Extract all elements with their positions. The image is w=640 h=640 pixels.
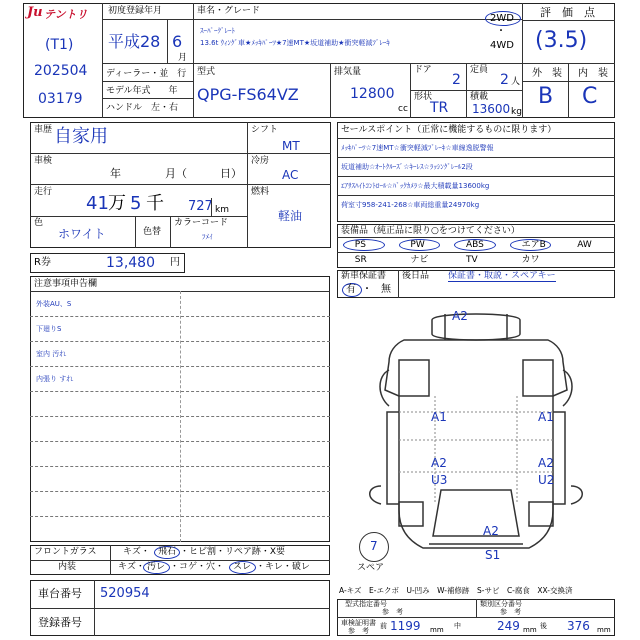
spare-value: 7 bbox=[370, 539, 378, 553]
windshield-circled: 飛石 bbox=[158, 547, 177, 557]
model-designation-label: 型式指定番号 bbox=[345, 600, 387, 608]
note-line: 内張り すれ bbox=[36, 375, 74, 383]
category-ref: 参 考 bbox=[500, 608, 521, 616]
axle-rear-label: 後 bbox=[540, 622, 547, 630]
ac-value: AC bbox=[282, 168, 299, 182]
recycle-label: R券 bbox=[34, 257, 51, 268]
usage-label: 車歴 bbox=[34, 125, 53, 135]
interior-t1: キズ・ bbox=[118, 562, 145, 572]
car-name-line1: ｽｰﾊﾟｰｸﾞﾚｰﾄ bbox=[200, 27, 235, 35]
km-unit: km bbox=[215, 205, 229, 215]
type-label: 型式 bbox=[197, 67, 216, 77]
axle-front-value: 1199 bbox=[390, 619, 421, 633]
axle-rear-value: 376 bbox=[567, 619, 590, 633]
notes-title: 注意事項申告欄 bbox=[34, 279, 98, 289]
damage-label-right-side: A1 bbox=[538, 410, 554, 424]
recycle-value: 13,480 bbox=[106, 255, 155, 271]
damage-label-right-door-2: U2 bbox=[538, 473, 555, 487]
capacity-label: 定員 bbox=[470, 65, 489, 75]
score-label: 評 価 点 bbox=[540, 6, 595, 19]
interior-label: 内 装 bbox=[578, 68, 608, 79]
car-name-label: 車名・グレード bbox=[197, 6, 261, 16]
displacement-label: 排気量 bbox=[334, 67, 362, 77]
shaken-label: 車検 bbox=[34, 156, 53, 166]
drive-4wd: 4WD bbox=[490, 40, 514, 51]
mileage-man-unit: 万 bbox=[108, 193, 126, 214]
dealer-label: ディーラー・並 行 bbox=[106, 69, 187, 79]
axle-front-label: 前 bbox=[380, 622, 387, 630]
load-value: 13600 bbox=[472, 102, 511, 116]
logo-text: テントリ bbox=[44, 8, 88, 21]
mileage-sen: 5 bbox=[130, 193, 142, 214]
equipment-item: SR bbox=[354, 255, 367, 265]
category-label: 類別区分番号 bbox=[480, 600, 522, 608]
damage-label-left-side: A1 bbox=[431, 410, 447, 424]
windshield-pre: キズ・ bbox=[123, 547, 150, 557]
drive-2wd: 2WD bbox=[490, 13, 514, 24]
after-label: 後日品 bbox=[402, 271, 430, 281]
ac-label: 冷房 bbox=[251, 156, 270, 166]
interior-cond-label: 内装 bbox=[58, 562, 77, 572]
interior-grade: C bbox=[582, 84, 598, 109]
interior-c1: 汚レ bbox=[147, 562, 166, 572]
note-line: 下廻りS bbox=[36, 325, 62, 333]
axle-mid-unit: mm bbox=[523, 626, 537, 634]
mileage-label: 走行 bbox=[34, 187, 53, 197]
damage-label-front-2: S1 bbox=[485, 548, 501, 562]
interior-t2: ・コゲ・穴・ bbox=[170, 562, 225, 572]
equipment-item: ABS bbox=[466, 240, 484, 250]
logo-mark: Ju bbox=[27, 5, 43, 20]
equipment-item: エアB bbox=[521, 240, 546, 250]
score-value: (3.5) bbox=[535, 28, 588, 53]
warranty-yes: 有 bbox=[346, 284, 356, 295]
door-value: 2 bbox=[452, 72, 461, 88]
axle-mid-label: 中 bbox=[454, 622, 461, 630]
damage-label-right-door-1: A2 bbox=[538, 456, 554, 470]
damage-label-left-door-2: U3 bbox=[431, 473, 448, 487]
sales-points-title: セールスポイント（正常に機能するものに限ります） bbox=[341, 125, 557, 135]
usage-value: 自家用 bbox=[54, 126, 108, 147]
first-reg-label: 初度登録年月 bbox=[108, 6, 163, 16]
drive-dot: ・ bbox=[496, 26, 506, 37]
mileage-sen-unit: 千 bbox=[146, 193, 164, 214]
first-reg-month: 6 bbox=[172, 32, 183, 51]
load-label: 積載 bbox=[470, 92, 489, 102]
after-value: 保証書・取説・スペアキー bbox=[448, 271, 556, 281]
car-name-line2: 13.6t ｳｨﾝｸﾞ車★ﾒｯｷﾊﾟｰﾂ★7速MT★坂道補助★衝突軽減ﾌﾞﾚｰｷ bbox=[200, 39, 390, 47]
color-label: 色 bbox=[34, 218, 44, 228]
interior-c2: スレ bbox=[233, 562, 252, 572]
mileage-rest: 727 bbox=[188, 199, 213, 214]
equipment-title: 装備品（純正品に限り○をつけてください） bbox=[341, 226, 520, 236]
registration-label: 登録番号 bbox=[38, 616, 82, 629]
sales-point-line: ｴｱｻｽﾊｲﾄｺﾝﾄﾛｰﾙ☆ﾊﾞｯｸｶﾒﾗ☆最大積載量13600kg bbox=[341, 182, 490, 190]
axle-rear-unit: mm bbox=[597, 626, 611, 634]
sales-point-line: 荷室寸958-241-268☆車両総重量24970kg bbox=[341, 201, 480, 209]
note-line: 室内 汚れ bbox=[36, 350, 67, 358]
door-label: ドア bbox=[414, 65, 432, 75]
shaken-value: 年 月（ 日） bbox=[110, 167, 242, 180]
lot-number: 03179 bbox=[38, 91, 83, 107]
spare-label: スペア bbox=[357, 563, 385, 573]
note-line: 外装AU、S bbox=[36, 300, 72, 308]
color-value: ホワイト bbox=[58, 227, 106, 241]
axle-front-unit: mm bbox=[430, 626, 444, 634]
equipment-item: TV bbox=[466, 255, 478, 265]
type-value: QPG-FS64VZ bbox=[197, 85, 299, 104]
equipment-item: ナビ bbox=[410, 255, 429, 265]
chassis-label: 車台番号 bbox=[38, 587, 82, 600]
color-change-label: 色替 bbox=[143, 227, 162, 237]
color-code-value: ﾌﾒｲ bbox=[202, 233, 213, 241]
cert-label: 車検証明書 bbox=[341, 619, 376, 627]
damage-label-roof: A2 bbox=[452, 309, 468, 323]
sales-point-line: 坂道補助☆ｵｰﾄｸﾙｰｽﾞ☆ｷｰﾚｽ☆ﾗｯｼﾝｸﾞﾚｰﾙ2段 bbox=[341, 163, 473, 171]
model-year-label: モデル年式 年 bbox=[106, 86, 178, 96]
first-reg-month-unit: 月 bbox=[178, 53, 188, 63]
lot-date: 202504 bbox=[34, 63, 88, 79]
cert-ref: 参 考 bbox=[348, 627, 369, 635]
handle-label: ハンドル 左・右 bbox=[106, 103, 179, 113]
recycle-unit: 円 bbox=[170, 257, 180, 268]
juten-logo bbox=[27, 5, 103, 20]
warranty-label: 新車保証書 bbox=[341, 271, 387, 281]
equipment-item: カワ bbox=[521, 255, 540, 265]
equipment-item: PW bbox=[410, 240, 425, 250]
chassis-value: 520954 bbox=[100, 586, 150, 601]
model-designation-ref: 参 考 bbox=[382, 608, 403, 616]
sales-point-line: ﾒｯｷﾊﾟｰﾂ☆7速MT☆衝突軽減ﾌﾞﾚｰｷ☆車線逸脱警報 bbox=[341, 144, 494, 152]
exterior-grade: B bbox=[538, 84, 554, 109]
truck-diagram bbox=[337, 300, 615, 582]
shape-label: 形状 bbox=[414, 92, 433, 102]
fuel-value: 軽油 bbox=[278, 209, 303, 223]
color-code-label: カラーコード bbox=[174, 218, 229, 228]
cc-unit: cc bbox=[398, 104, 408, 114]
lot-prefix: (T1) bbox=[45, 37, 74, 53]
load-unit: kg bbox=[511, 107, 522, 117]
warranty-no: 無 bbox=[381, 284, 391, 295]
warranty-dot: ・ bbox=[362, 284, 372, 295]
damage-label-left-door-1: A2 bbox=[431, 456, 447, 470]
first-reg-era: 平成28 bbox=[108, 32, 161, 51]
capacity-value: 2 bbox=[500, 72, 509, 88]
shape-value: TR bbox=[430, 100, 449, 116]
displacement-value: 12800 bbox=[350, 86, 395, 102]
fuel-label: 燃料 bbox=[251, 187, 270, 197]
interior-t3: ・キレ・破レ bbox=[256, 562, 310, 572]
capacity-unit: 人 bbox=[511, 77, 521, 87]
equipment-item: AW bbox=[577, 240, 592, 250]
shift-label: シフト bbox=[251, 125, 279, 135]
equipment-item: PS bbox=[354, 240, 366, 250]
mileage-man: 41 bbox=[86, 193, 109, 214]
damage-label-front-1: A2 bbox=[483, 524, 499, 538]
exterior-label: 外 装 bbox=[532, 68, 562, 79]
shift-value: MT bbox=[282, 139, 300, 153]
axle-mid-value: 249 bbox=[497, 619, 520, 633]
windshield-label: フロントガラス bbox=[34, 547, 97, 557]
damage-legend: A-キズ E-エクボ U-凹み W-補修跡 S-サビ C-腐食 XX-交換済 bbox=[339, 586, 573, 595]
windshield-post: ・ヒビ割・リペア跡・X要 bbox=[180, 547, 285, 557]
